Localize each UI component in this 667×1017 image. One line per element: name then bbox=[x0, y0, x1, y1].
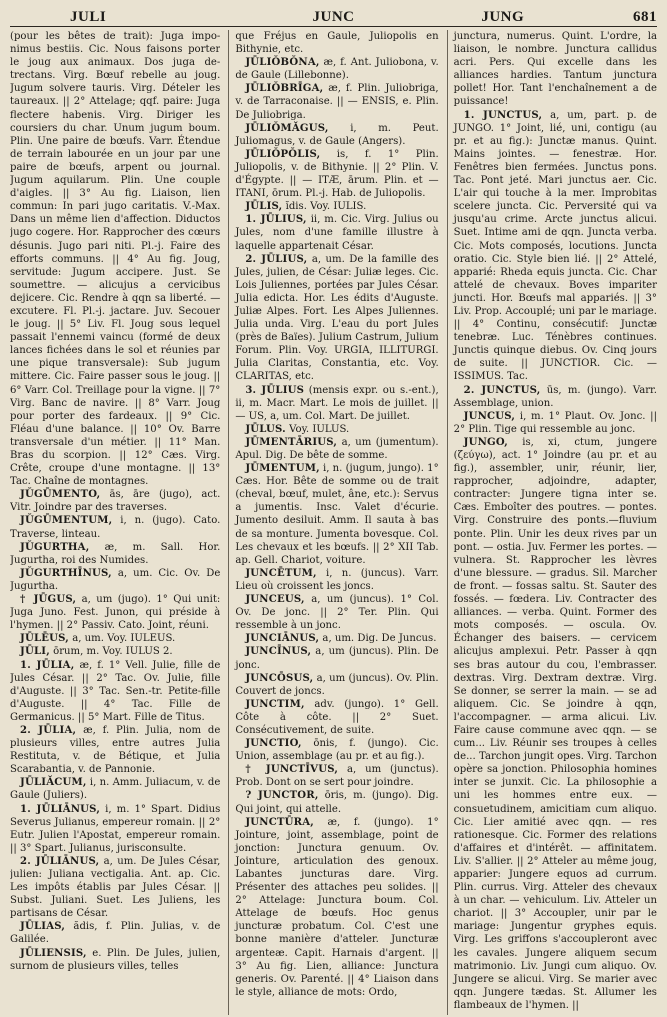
entry-definition: Voy. IULUS. bbox=[289, 423, 350, 435]
entry-headword: JŬGURTHA, bbox=[20, 541, 90, 553]
entry-headword: ? JUNCTOR, bbox=[245, 790, 319, 802]
dictionary-entry bbox=[235, 423, 438, 436]
entry-headword: † JUNCTĪVUS, bbox=[245, 764, 339, 776]
entry-headword: 1. JUNCTUS, bbox=[463, 109, 543, 121]
dictionary-entry bbox=[10, 567, 220, 593]
entry-definition: que Fréjus en Gaule, Juliopolis en Bithynie, etc. bbox=[235, 31, 439, 56]
dictionary-entry bbox=[10, 724, 220, 776]
entry-headword: JŪLIŎBRĪGA, bbox=[245, 83, 324, 95]
text-columns bbox=[10, 30, 657, 1015]
entry-definition: e. Plin. De Jules, julien, surnom de plusieurs villes, telles bbox=[10, 947, 221, 972]
entry-definition: adv. (jungo). 1° Gell. Côte à côte. || 2° Suet. Consécutivement, de suite. bbox=[235, 698, 439, 736]
entry-definition: a, um (juncus). Ov. Plin. Couvert de joncs. bbox=[235, 672, 439, 697]
entry-headword: 3. JŪLIUS bbox=[245, 384, 305, 396]
dictionary-entry bbox=[10, 541, 220, 567]
entry-headword: JUNGO, bbox=[463, 436, 508, 448]
dictionary-entry bbox=[10, 488, 220, 514]
entry-definition: ōrum, m. Voy. IULUS 2. bbox=[53, 646, 173, 658]
entry-definition: i, m. 1° Plaut. Ov. Jonc. || 2° Plin. Tige qui ressemble au jonc. bbox=[453, 410, 657, 435]
entry-headword: 2. JUNCTUS, bbox=[463, 384, 541, 396]
entry-headword: 1. JŪLIĀNUS, bbox=[20, 803, 101, 815]
entry-definition: i, n. (jugum, jungo). 1° Cæs. Hor. Bête de somme ou de trait (cheval, bœuf, mulet, âne, etc.): Servus a jumentis. Insc. Valet d'écurie. Jumento desiluit. Amm. Il sauta à bas de sa monture. Jumenta bovesque. Col. Les chevaux et les bœufs. || 2° XII Tab. ap. Gell. Chariot, voiture. bbox=[235, 463, 439, 566]
entry-headword: JUNCEUS, bbox=[245, 594, 305, 606]
dictionary-entry bbox=[235, 816, 438, 999]
column-2 bbox=[228, 30, 438, 1015]
dictionary-entry bbox=[235, 462, 438, 567]
entry-headword: JUNCUS, bbox=[463, 410, 516, 422]
entry-definition: (mensis expr. ou s.-ent.), ii, m. Macr. Mart. Le mois de juillet. || — US, a, um. Col. Mart. De juillet. bbox=[235, 384, 439, 422]
entry-headword: JUNCTŪRA, bbox=[245, 816, 315, 828]
dictionary-entry bbox=[10, 855, 220, 920]
entry-definition: ūs, m. (jungo). Varr. Assemblage, union. bbox=[453, 384, 657, 409]
dictionary-entry bbox=[235, 253, 438, 384]
entry-definition: a, um (jugo). 1° Qui unit: Juga Juno. Fest. Junon, qui préside à l'hymen. || 2° Passiv. Cato. Joint, réuni. bbox=[10, 594, 221, 632]
dictionary-entry bbox=[235, 698, 438, 737]
dictionary-entry bbox=[10, 776, 220, 802]
dictionary-entry bbox=[235, 632, 438, 645]
entry-definition: (pour les bêtes de trait): Juga impo- nimus bestiis. Cic. Nous faisons porter le joug aux animaux. Dos juga de- trectans. Virg. Bœuf rebelle au joug. Jugum solvere tauris. Virg. Dételer les taureaux. || 2° Attelage; qqf. paire: Juga flectere habenis. Virg. Diriger les coursiers du char. Unum jugum boum. Plin. Une paire de bœufs. Varr. Étendue de terrain labourée en un jour par une paire de bœufs, arpent ou journal. Jugum aquilarum. Plin. Une couple d'aigles. || 3° Au fig. Liaison, lien commun: In pari jugo caritatis. V.-Max. Dans un même lien d'affection. Diductos jugo cogere. Hor. Rapprocher des cœurs désunis. Jugo pari niti. Pl.-j. Faire des efforts communs. || 4° Au fig. Joug, servitude: Jugum accipere. Just. Se soumettre. — alicujus a cervicibus dejicere. Cic. Rendre à qqn sa liberté. — excutere. Fl. Pl.-j. jactare. Juv. Secouer le joug. || 5° Liv. Fl. Joug sous lequel passait l'ennemi vaincu (formé de deux lances fichées dans le sol et réunies par une pique transversale): Sub jugum mittere. Cic. Faire passer sous le joug. || 6° Varr. Col. Treillage pour la vigne. || 7° Virg. Banc de navire. || 8° Varr. Joug pour porter des fardeaux. || 9° Cic. Fléau d'une balance. || 10° Ov. Barre transversale d'un métier. || 11° Man. Bras du scorpion. || 12° Cæs. Virg. Crête, croupe d'une montagne. || 13° Tac. Chaîne de montagnes. bbox=[10, 31, 221, 488]
entry-definition: ădis, f. Plin. Julias, v. de Galilée. bbox=[10, 921, 221, 946]
dictionary-entry bbox=[10, 920, 220, 946]
header-right-group bbox=[441, 9, 657, 26]
entry-headword: JŪLIŎMĂGUS, bbox=[245, 122, 329, 134]
entry-definition: a, um. Voy. IULEUS. bbox=[72, 633, 176, 645]
dictionary-entry bbox=[235, 737, 438, 763]
dictionary-entry bbox=[235, 122, 438, 148]
entry-definition: a, um. Dig. De Juncus. bbox=[322, 633, 437, 645]
entry-definition: a, um. De Jules César, julien: Juliana vectigalia. Ant. ap. Cic. Les impôts établis par Jules César. || Subst. Juliani. Suet. Les Juliens, les partisans de César. bbox=[10, 855, 221, 920]
entry-headword: † JŪGUS, bbox=[20, 594, 77, 606]
entry-headword: JŪLI, bbox=[20, 646, 50, 658]
entry-headword: 2. JŪLIĀNUS, bbox=[20, 855, 100, 867]
entry-headword: 1. JŪLIUS, bbox=[245, 214, 307, 226]
dictionary-entry bbox=[235, 200, 438, 213]
entry-definition: i, m. Peut. Juliomagus, v. de Gaule (Angers). bbox=[235, 122, 439, 147]
dictionary-entry bbox=[235, 672, 438, 698]
entry-headword: JŬGURTHĪNUS, bbox=[20, 567, 112, 579]
entry-definition: i, n. Amm. Juliacum, v. de Gaule (Juliers). bbox=[10, 777, 221, 802]
entry-headword: JUNCĪNUS, bbox=[245, 646, 312, 658]
entry-definition: i, m. 1° Spart. Didius Severus Julianus, empereur romain. || 2° Eutr. Julien l'Apostat, empereur romain. || 3° Spart. Julianus, jurisconsulte. bbox=[10, 803, 221, 854]
entry-definition: a, um. De la famille des Jules, julien, de César: Juliæ leges. Cic. Lois Juliennes, portées par Jules César. Julia edicta. Hor. Les édits d'Auguste. Juliæ Alpes. Fort. Les Alpes Juliennes. Julia unda. Virg. L'eau du port Jules (près de Baïes). Julium Castrum, Julium Forum. Plin. Voy. URGIA, ILLITURGI. Julia Claritas, Constantia, etc. Voy. CLARITAS, etc. bbox=[235, 253, 439, 383]
dictionary-entry bbox=[454, 410, 657, 436]
header-left-word: JULI bbox=[70, 9, 107, 25]
dictionary-entry bbox=[235, 763, 438, 789]
entry-headword: 2. JŪLIA, bbox=[20, 724, 77, 736]
entry-definition: a, um. Cic. Ov. De Jugurtha. bbox=[10, 567, 221, 592]
dictionary-entry bbox=[235, 30, 438, 56]
entry-definition: a, um, part. p. de JUNGO. 1° Joint, lié, uni, contigu (au pr. et au fig.): Junctæ manus. Quint. Mains jointes. — fenestræ. Hor. Fenêtres bien fermées. Junctus pons. Tac. Pont jeté. Mari junctus aer. Cic. L'air qui touche à la mer. Improbitas scelere juncta. Cic. Perversité qui va jusqu'au crime. Arcte junctus alicui. Suet. Intime ami de qqn. Juncta verba. Cic. Mots composés, locutions. Juncta oratio. Cic. Style bien lié. || 2° Attelé, apparié: Rheda equis juncta. Cic. Char attelé de chevaux. Boves impariter juncti. Hor. Bœufs mal appariés. || 3° Liv. Prop. Accouplé; uni par le mariage. || 4° Continu, consécutif: Junctæ tenebræ. Luc. Ténèbres continues. Junctis quinque diebus. Ov. Cinq jours de suite. || JUNCTIOR. Cic. — ISSIMUS. Tac. bbox=[453, 109, 657, 383]
entry-headword: JUNCĒTUM, bbox=[245, 567, 317, 579]
entry-definition: æ, f. Ant. Juliobona, v. de Gaule (Lillebonne). bbox=[235, 57, 439, 82]
dictionary-entry bbox=[10, 645, 220, 658]
entry-headword: JŪLIŎBŎNA, bbox=[245, 57, 320, 69]
entry-headword: JŪLUS. bbox=[245, 423, 286, 435]
entry-definition: i, n. (jugo). Cato. Traverse, linteau. bbox=[10, 515, 221, 540]
running-header bbox=[10, 6, 657, 27]
dictionary-entry bbox=[235, 148, 438, 200]
entry-headword: JŬGŪMENTO, bbox=[20, 489, 101, 501]
entry-headword: JŪLĒUS, bbox=[20, 633, 70, 645]
entry-headword: JUNCŌSUS, bbox=[245, 672, 314, 684]
entry-definition: ĭdis. Voy. IULIS. bbox=[285, 201, 367, 213]
header-right-word: JUNG bbox=[481, 9, 525, 25]
dictionary-entry bbox=[10, 632, 220, 645]
entry-definition: junctura, numerus. Quint. L'ordre, la liaison, le nombre. Junctura callidus acri. Pers. Qui excelle dans les alliances hardies. Tantum junctura pollet! Hor. Tant l'enchaînement a de puissance! bbox=[453, 31, 657, 108]
entry-definition: a, um (juncus). Plin. De jonc. bbox=[235, 646, 439, 671]
entry-definition: ōris, m. (jungo). Dig. Qui joint, qui attelle. bbox=[235, 790, 439, 815]
dictionary-entry bbox=[454, 436, 657, 1012]
entry-headword: 1. JŪLIA, bbox=[20, 659, 75, 671]
dictionary-entry bbox=[235, 645, 438, 671]
dictionary-entry bbox=[235, 436, 438, 462]
dictionary-entry bbox=[10, 659, 220, 724]
dictionary-entry bbox=[235, 593, 438, 632]
dictionary-entry bbox=[10, 30, 220, 488]
entry-headword: JUNCTIO, bbox=[245, 738, 302, 750]
entry-headword: JŬGŪMENTUM, bbox=[20, 515, 113, 527]
dictionary-entry bbox=[235, 56, 438, 82]
entry-headword: JŪLIAS, bbox=[20, 921, 66, 933]
dictionary-entry bbox=[454, 384, 657, 410]
column-1 bbox=[10, 30, 220, 1015]
entry-definition: ās, āre (jugo), act. Vitr. Joindre par des traverses. bbox=[10, 489, 221, 514]
dictionary-entry bbox=[235, 82, 438, 121]
page-number: 681 bbox=[633, 9, 657, 25]
entry-definition: æ, f. Plin. Julia, nom de plusieurs villes, entre autres Julia Restituta, v. de Bétique, et Julia Scarabantia, v. de Pannonie. bbox=[10, 724, 221, 776]
entry-definition: æ, f. Plin. Juliobriga, v. de Tarraconaise. || — ENSIS, e. Plin. De Juliobriga. bbox=[235, 83, 439, 121]
dictionary-entry bbox=[10, 514, 220, 540]
entry-headword: JŪMENTUM, bbox=[245, 463, 320, 475]
entry-headword: JUNCIĀNUS, bbox=[245, 633, 320, 645]
entry-definition: is, xi, ctum, jungere (ζεύγω), act. 1° Joindre (au pr. et au fig.), assembler, unir, réunir, lier, rapprocher, adjoindre, adapter, contracter: Jungere tigna inter se. Cæs. Emboîter des poutres. — pontes. Virg. Construire des ponts.—fluvium ponte. Plin. Unir les deux rives par un pont. — ostia. Juv. Fermer les portes. — vulnera. St. Rapprocher les lèvres d'une blessure. — gradus. Sil. Marcher de front. — fossas saltu. St. Sauter des fossés. — fœdera. Liv. Contracter des alliances. — verba. Quint. Former des mots composés. — oscula. Ov. Échanger des baisers. — cervicem alicujus amplexui. Petr. Passer à qqn ses bras autour du cou, l'embrasser. dextras. Virg. Dextram dextræ. Virg. Se donner, se serrer la main. — se ad aliquem. Cic. Se joindre à qqn, l'accompagner. — arma alicui. Liv. Faire cause commune avec qqn. — se cum... Liv. Réunir ses troupes à celles de... Tarchon jungit opes. Virg. Tarchon opère sa jonction. Philosophia homines inter se junxit. Cic. La philosophie a uni les hommes entre eux. — consuetudinem, amicitiam cum aliquo. Cic. Lier amitié avec qqn. — res rationesque. Cic. Former des relations d'affaires et d'intérêt. — affinitatem. Liv. S'allier. || 2° Atteler au même joug, apparier: Jungere equos ad currum. Plin. currus. Virg. Atteler des chevaux à un char. — vehiculum. Liv. Atteler un chariot. || 3° Accoupler, unir par le mariage: Jungentur gryphes equis. Virg. Les griffons s'accoupleront avec les cavales. Jungere aliquem secum matrimonio. Liv. Jungi cum aliquo. Ov. Jungere se alicui. Virg. Se marier avec qqn. Jungere tædas. St. Allumer les flambeaux de l'hymen. || bbox=[453, 436, 657, 1011]
dictionary-entry bbox=[454, 30, 657, 109]
header-center-word: JUNC bbox=[312, 9, 355, 25]
entry-definition: i, n. (juncus). Varr. Lieu où croissent les joncs. bbox=[235, 567, 439, 592]
entry-headword: JŪMENTĀRIUS, bbox=[245, 436, 338, 448]
entry-definition: æ, f. (jungo). 1° Jointure, joint, assemblage, point de jonction: Junctura genuum. Ov. Jointure, articulation des genoux. Labantes juncturas dare. Virg. Présenter des attaches peu solides. || 2° Attelage: Junctura boum. Col. Attelage de bœufs. Hoc genus juncturæ probatum. Col. C'est une bonne manière d'atteler. Juncturæ argenteæ. Capit. Harnais d'argent. || 3° Au fig. Lien, alliance: Junctura generis. Ov. Parenté. || 4° Liaison dans le style, alliance de mots: Ordo, bbox=[235, 816, 439, 998]
dictionary-entry bbox=[235, 384, 438, 423]
entry-headword: JŪLIS, bbox=[245, 201, 283, 213]
entry-headword: JŪLIENSIS, bbox=[20, 947, 87, 959]
entry-headword: JŪLIĂCUM, bbox=[20, 777, 87, 789]
entry-headword: JŪLIŎPŎLIS, bbox=[245, 148, 321, 160]
entry-headword: JUNCTIM, bbox=[245, 698, 305, 710]
entry-definition: a, um (junctus). Prob. Dont on se sert pour joindre. bbox=[235, 764, 439, 789]
entry-definition: ii, m. Cic. Virg. Julius ou Jules, nom d'une famille illustre à laquelle appartenait César. bbox=[235, 214, 439, 252]
dictionary-entry bbox=[235, 567, 438, 593]
dictionary-entry bbox=[10, 803, 220, 855]
dictionary-entry bbox=[235, 789, 438, 815]
entry-definition: ōnis, f. (jungo). Cic. Union, assemblage (au pr. et au fig.). bbox=[235, 738, 439, 763]
dictionary-entry bbox=[235, 213, 438, 252]
entry-definition: is, f. 1° Plin. Juliopolis, v. de Bithynie. || 2° Plin. V. d'Égypte. || — ITÆ, ārum. Plin. et — ITANI, ōrum. Pl.-j. Hab. de Juliopolis. bbox=[235, 148, 439, 200]
dictionary-entry bbox=[10, 593, 220, 632]
entry-definition: æ, m. Sall. Hor. Jugurtha, roi des Numides. bbox=[10, 541, 221, 566]
entry-definition: a, um (jumentum). Apul. Dig. De bête de somme. bbox=[235, 436, 439, 461]
entry-definition: a, um (juncus). 1° Col. Ov. De jonc. || 2° Ter. Plin. Qui ressemble à un jonc. bbox=[235, 594, 439, 632]
entry-definition: æ, f. 1° Vell. Julie, fille de Jules César. || 2° Tac. Ov. Julie, fille d'Auguste. || 3° Tac. Sen.-tr. Petite-fille d'Auguste. || 4° Tac. Fille de Germanicus. || 5° Mart. Fille de Titus. bbox=[10, 659, 221, 723]
dictionary-entry bbox=[454, 109, 657, 384]
dictionary-entry bbox=[10, 947, 220, 973]
entry-headword: 2. JŪLIUS, bbox=[245, 253, 308, 265]
column-3 bbox=[447, 30, 657, 1015]
